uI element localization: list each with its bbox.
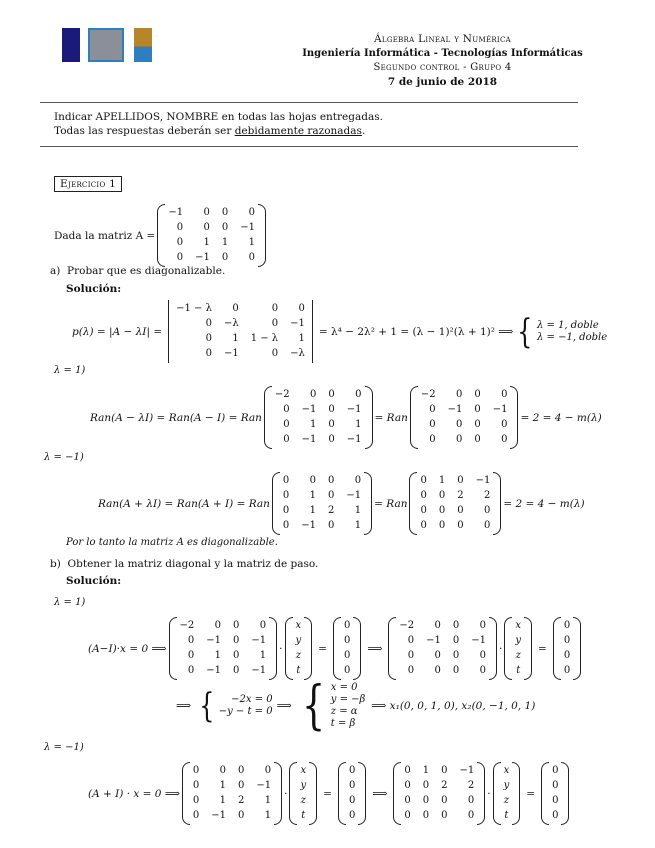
part-b-case1-label: λ = 1) xyxy=(54,597,86,608)
eigen-system-2: (A + I) · x = 0 ⟹ 0 0 0 0 0 1 0 −1 0 1 2 1 0 −1 0 1 · x y z t = 0 0 0 0 ⟹ 0 1 0 −1 0 0 2 2 0 0 0 0 0 0 0 0 · x y z t = 0 0 0 0 xyxy=(88,762,571,825)
matrix-entry: 0 xyxy=(455,434,463,445)
paren-right xyxy=(353,617,361,680)
matrix-entry: 1 xyxy=(232,333,239,344)
matrix-entry: 0 xyxy=(233,665,240,676)
matrix-entry: −1 xyxy=(447,404,463,415)
matrix-entry: 0 xyxy=(452,620,460,631)
paren-left xyxy=(388,617,396,680)
instruction-line-2: Todas las respuestas deberán ser debidamente razonadas. xyxy=(54,125,366,137)
matrix-entry: −1 xyxy=(223,348,239,359)
matrix-entry: −1 xyxy=(290,318,305,329)
vector-entry: 0 xyxy=(343,620,351,631)
matrix-entry: 0 xyxy=(238,780,245,791)
roots-brace: { xyxy=(517,311,533,352)
matrix-entry: 0 xyxy=(192,780,200,791)
matrix-entry: −1 xyxy=(195,252,210,263)
matrix-entry: 0 xyxy=(176,222,184,233)
matrix-entry: −1 xyxy=(471,635,487,646)
paren-left xyxy=(541,762,549,825)
matrix-entry: −1 xyxy=(251,665,267,676)
instructions xyxy=(54,110,383,138)
matrix-entry: 0 xyxy=(271,303,279,314)
matrix-entry: 0 xyxy=(434,665,441,676)
matrix-entry: 1 xyxy=(221,237,229,248)
matrix-entry: 0 xyxy=(441,765,448,776)
matrix-entry: −1 − λ xyxy=(176,303,212,314)
vector-entry: t xyxy=(301,810,306,821)
vector-entry: 0 xyxy=(348,765,356,776)
matrix-A xyxy=(157,204,266,267)
instruction-line-1: Indicar APELLIDOS, NOMBRE en todas las hojas entregadas. xyxy=(54,111,383,123)
matrix-entry: 0 xyxy=(501,419,508,430)
matrix-entry: 0 xyxy=(203,222,210,233)
matrix-entry: 0 xyxy=(452,665,460,676)
paren-left xyxy=(285,617,293,680)
matrix-entry: 0 xyxy=(271,318,279,329)
matrix-entry: −1 xyxy=(168,207,184,218)
eigenvector-basis: ⟹ x₁(0, 0, 1, 0), x₂(0, −1, 0, 1) xyxy=(371,700,536,712)
matrix-entry: 0 xyxy=(457,505,464,516)
degree-title: Ingeniería Informática - Tecnologías Informáticas xyxy=(302,48,583,59)
matrix-entry: 1 xyxy=(309,505,317,516)
part-b-prompt: b) Obtener la matriz diagonal y la matriz de paso. xyxy=(50,558,319,570)
paren-right xyxy=(365,386,373,449)
paren-left xyxy=(393,762,401,825)
paren-right xyxy=(510,386,518,449)
matrix-entry: 0 xyxy=(438,490,446,501)
part-a-case1-label: λ = 1) xyxy=(54,365,86,376)
matrix-entry: 0 xyxy=(309,475,317,486)
matrix-entry: 0 xyxy=(298,303,305,314)
char-polynomial: p(λ) = |A − λI| = −1 − λ 0 0 0 0 −λ 0 −1 0 1 1 − λ 1 0 −1 0 −λ = λ⁴ − 2λ² + 1 = (λ − 1)²(λ + 1)² ⟹ { λ = 1, doble λ = −1, doble xyxy=(72,300,607,363)
matrix-entry: −1 xyxy=(256,780,272,791)
matrix-entry: −λ xyxy=(223,318,239,329)
matrix-entry: 0 xyxy=(483,505,491,516)
vector-entry: 0 xyxy=(563,665,571,676)
matrix-entry: 0 xyxy=(457,475,464,486)
matrix-entry: 0 xyxy=(479,665,487,676)
paren-right xyxy=(269,617,277,680)
matrix-entry: −1 xyxy=(206,635,222,646)
matrix-entry: 0 xyxy=(434,620,441,631)
parametric-solution xyxy=(331,682,366,730)
equation-line: y = −β xyxy=(330,694,366,705)
matrix-entry: 0 xyxy=(282,490,290,501)
matrix-entry: 2 xyxy=(467,780,475,791)
part-a-case2-label: λ = −1) xyxy=(44,452,84,463)
equation-line: x = 0 xyxy=(330,682,358,693)
paren-left xyxy=(264,386,272,449)
paren-right xyxy=(477,762,485,825)
matrix-entry: −1 xyxy=(346,434,362,445)
matrix-entry: −1 xyxy=(206,665,222,676)
matrix-entry: 0 xyxy=(441,795,448,806)
vector-entry: 0 xyxy=(563,620,571,631)
matrix-entry: −1 xyxy=(475,475,491,486)
roots xyxy=(537,320,607,344)
matrix-entry: 2 xyxy=(328,505,335,516)
paren-right xyxy=(561,762,569,825)
matrix-entry: −1 xyxy=(346,490,362,501)
vector-entry: 0 xyxy=(348,810,356,821)
equation-line: λ = −1, doble xyxy=(537,331,608,343)
matrix-entry: 1 xyxy=(219,780,226,791)
matrix-entry: 1 xyxy=(422,765,430,776)
matrix-entry: 1 xyxy=(354,520,362,531)
matrix-entry: 0 xyxy=(479,650,487,661)
matrix-entry: 0 xyxy=(420,490,427,501)
matrix-entry: 0 xyxy=(474,404,481,415)
matrix-entry: 0 xyxy=(282,475,290,486)
matrix-entry: 0 xyxy=(328,389,335,400)
matrix-entry: 0 xyxy=(219,765,226,776)
matrix-entry: 0 xyxy=(420,505,427,516)
paren-right xyxy=(364,472,372,535)
part-a-conclusion: Por lo tanto la matriz A es diagonalizable. xyxy=(66,537,278,548)
matrix-entry: 0 xyxy=(328,490,335,501)
matrix-entry: 1 xyxy=(214,650,222,661)
matrix-entry: 0 xyxy=(176,252,184,263)
paren-right xyxy=(274,762,282,825)
matrix-entry: 0 xyxy=(282,520,290,531)
matrix-entry: 0 xyxy=(420,475,427,486)
matrix-entry: 0 xyxy=(264,765,272,776)
matrix-entry: −1 xyxy=(459,765,475,776)
paren-left xyxy=(409,472,417,535)
matrix-entry: 0 xyxy=(283,434,290,445)
part-a-solution-label: Solución: xyxy=(66,283,122,295)
matrix-entry: −2 xyxy=(420,389,436,400)
part-b-case2-label: λ = −1) xyxy=(44,742,84,753)
divider-bottom xyxy=(40,146,578,147)
matrix-entry: 0 xyxy=(221,222,229,233)
matrix-entry: 0 xyxy=(455,389,463,400)
matrix-entry: 0 xyxy=(328,404,335,415)
vector-entry: 0 xyxy=(343,650,351,661)
matrix-entry: 0 xyxy=(205,333,212,344)
university-logo xyxy=(62,28,80,62)
matrix-entry: 0 xyxy=(238,810,245,821)
vector-entry: t xyxy=(296,665,301,676)
faculty-logo xyxy=(134,28,152,62)
exam-date: 7 de junio de 2018 xyxy=(387,76,498,88)
vector-entry: 0 xyxy=(563,650,571,661)
matrix-entry: 0 xyxy=(259,620,267,631)
matrix-entry: 1 xyxy=(264,795,272,806)
matrix-entry: −2 xyxy=(179,620,195,631)
vector-entry: z xyxy=(300,795,306,806)
reduced-system xyxy=(219,694,273,718)
vector-entry: y xyxy=(295,635,302,646)
part-b-solution-label: Solución: xyxy=(66,575,122,587)
matrix-entry: 0 xyxy=(404,765,411,776)
matrix-entry: 0 xyxy=(455,419,463,430)
matrix-entry: 1 xyxy=(298,333,305,344)
matrix-entry: 1 xyxy=(438,475,446,486)
matrix-entry: −2 xyxy=(399,620,415,631)
matrix-entry: 0 xyxy=(214,620,222,631)
matrix-entry: 0 xyxy=(429,404,436,415)
matrix-entry: 0 xyxy=(501,434,508,445)
matrix-entry: 0 xyxy=(232,303,239,314)
paren-left xyxy=(493,762,501,825)
matrix-entry: 0 xyxy=(248,207,255,218)
exercise-title: Ejercicio 1 xyxy=(54,176,122,192)
header xyxy=(300,33,585,88)
matrix-entry: 0 xyxy=(328,434,335,445)
matrix-entry: 0 xyxy=(310,389,317,400)
matrix-entry: 0 xyxy=(407,665,415,676)
paren-left xyxy=(169,617,177,680)
matrix-entry: 0 xyxy=(404,780,411,791)
paren-right xyxy=(309,762,317,825)
matrix-entry: 0 xyxy=(404,810,411,821)
matrix-entry: 2 xyxy=(457,490,464,501)
matrix-entry: 0 xyxy=(187,665,195,676)
matrix-entry: 0 xyxy=(203,207,210,218)
matrix-entry: 0 xyxy=(438,505,446,516)
vector-entry: 0 xyxy=(343,635,351,646)
matrix-entry: 0 xyxy=(328,475,335,486)
paren-right xyxy=(258,204,266,267)
equation-line: −2x = 0 xyxy=(231,694,273,705)
matrix-entry: 1 xyxy=(264,810,272,821)
matrix-entry: 0 xyxy=(187,635,195,646)
matrix-entry: 0 xyxy=(422,780,430,791)
matrix-entry: 1 xyxy=(354,505,362,516)
matrix-entry: 0 xyxy=(441,810,448,821)
matrix-entry: 0 xyxy=(474,434,481,445)
vector-entry: y xyxy=(503,780,510,791)
matrix-entry: 0 xyxy=(192,810,200,821)
matrix-entry: −1 xyxy=(346,404,362,415)
matrix-entry: 0 xyxy=(438,520,446,531)
paren-right xyxy=(524,617,532,680)
paren-left xyxy=(272,472,280,535)
matrix-entry: 0 xyxy=(467,795,475,806)
matrix-entry: 0 xyxy=(283,404,290,415)
det-bar-right xyxy=(312,300,313,363)
matrix-entry: 1 xyxy=(203,237,210,248)
matrix-entry: 2 xyxy=(483,490,491,501)
paren-right xyxy=(304,617,312,680)
vector-entry: 0 xyxy=(343,665,351,676)
matrix-entry: 0 xyxy=(221,252,229,263)
matrix-entry: −1 xyxy=(301,520,317,531)
matrix-entry: 0 xyxy=(233,635,240,646)
matrix-entry: 0 xyxy=(474,419,481,430)
paren-left xyxy=(504,617,512,680)
paren-left xyxy=(410,386,418,449)
matrix-entry: 0 xyxy=(452,635,460,646)
eigen-solution-1: ⟹ { −2x = 0 −y − t = 0 ⟹ { x = 0 y = −β z = α t = β ⟹ x₁(0, 0, 1, 0), x₂(0, −1, 0, 1) xyxy=(176,676,536,736)
matrix-entry: 0 xyxy=(192,765,200,776)
rank-case2: Ran(A + λI) = Ran(A + I) = Ran 0 0 0 0 0 1 0 −1 0 1 2 1 0 −1 0 1 = Ran 0 1 0 −1 0 0 2 2 0 0 0 0 0 0 0 0 = 2 = 4 − m(λ) xyxy=(98,472,585,535)
matrix-entry: 0 xyxy=(176,237,184,248)
matrix-entry: 0 xyxy=(205,348,212,359)
vector-entry: y xyxy=(515,635,522,646)
matrix-entry: −1 xyxy=(426,635,441,646)
vector-entry: z xyxy=(503,795,510,806)
matrix-entry: 1 xyxy=(219,795,226,806)
matrix-entry: −1 xyxy=(301,434,317,445)
vector-entry: 0 xyxy=(563,635,571,646)
matrix-entry: 0 xyxy=(434,650,441,661)
matrix-entry: 0 xyxy=(407,635,415,646)
rank-case1: Ran(A − λI) = Ran(A − I) = Ran −2 0 0 0 0 −1 0 −1 0 1 0 1 0 −1 0 −1 = Ran −2 0 0 0 0 −1 0 −1 0 0 0 0 0 0 0 0 = 2 = 4 − m(λ) xyxy=(90,386,602,449)
matrix-entry: 0 xyxy=(355,389,362,400)
matrix-entry: 0 xyxy=(457,520,464,531)
divider-top xyxy=(40,102,578,103)
matrix-entry: 0 xyxy=(422,795,430,806)
matrix-entry: 0 xyxy=(407,650,415,661)
matrix-entry: 0 xyxy=(328,520,335,531)
matrix-entry: 1 xyxy=(310,419,317,430)
matrix-entry: 0 xyxy=(452,650,460,661)
matrix-entry: 2 xyxy=(238,795,245,806)
matrix-entry: 0 xyxy=(233,620,240,631)
matrix-entry: −1 xyxy=(240,222,255,233)
matrix-entry: 0 xyxy=(328,419,335,430)
matrix-entry: 0 xyxy=(248,252,255,263)
vector-entry: y xyxy=(300,780,307,791)
matrix-entry: −λ xyxy=(290,348,305,359)
paren-right xyxy=(512,762,520,825)
paren-left xyxy=(182,762,190,825)
matrix-entry: 1 xyxy=(309,490,317,501)
vector-entry: 0 xyxy=(552,765,559,776)
vector-entry: 0 xyxy=(552,795,559,806)
matrix-entry: 0 xyxy=(420,520,427,531)
matrix-entry: 0 xyxy=(221,207,229,218)
matrix-entry: 1 xyxy=(259,650,267,661)
vector-entry: z xyxy=(295,650,301,661)
matrix-entry: 0 xyxy=(238,765,245,776)
paren-left xyxy=(553,617,561,680)
vector-entry: 0 xyxy=(348,780,356,791)
paren-right xyxy=(493,472,501,535)
vector-entry: 0 xyxy=(552,810,559,821)
matrix-entry: −2 xyxy=(274,389,290,400)
paren-left xyxy=(157,204,165,267)
matrix-entry: 0 xyxy=(483,520,491,531)
paren-right xyxy=(489,617,497,680)
vector-entry: x xyxy=(515,620,522,631)
matrix-entry: 1 xyxy=(248,237,255,248)
course-title: Álgebra Lineal y Numérica xyxy=(373,33,512,45)
vector-entry: t xyxy=(504,810,509,821)
equation-line: −y − t = 0 xyxy=(218,706,273,717)
part-a-prompt: a) Probar que es diagonalizable. xyxy=(50,265,226,277)
vector-entry: t xyxy=(516,665,521,676)
matrix-entry: 1 − λ xyxy=(250,333,279,344)
matrix-entry: 0 xyxy=(282,505,290,516)
matrix-definition: Dada la matriz A = −1 0 0 0 0 0 0 −1 0 1 1 1 0 −1 0 0 xyxy=(54,204,268,267)
paren-left xyxy=(289,762,297,825)
exam-title: Segundo control - Grupo 4 xyxy=(373,62,512,73)
department-logo xyxy=(88,28,124,62)
matrix-entry: 0 xyxy=(271,348,279,359)
matrix-entry: 0 xyxy=(474,389,481,400)
matrix-entry: 1 xyxy=(355,419,362,430)
eigen-system-1: (A−I)·x = 0 ⟹ −2 0 0 0 0 −1 0 −1 0 1 0 1 0 −1 0 −1 · x y z t = 0 0 0 0 ⟹ −2 0 0 0 0 −1 0 −1 0 0 0 0 0 0 0 0 · x y z t = 0 0 0 0 xyxy=(88,617,583,680)
matrix-entry: 0 xyxy=(501,389,508,400)
equation-line: z = α xyxy=(330,706,358,717)
matrix-entry: −1 xyxy=(492,404,508,415)
equation-line: λ = 1, doble xyxy=(537,319,599,331)
vector-entry: x xyxy=(503,765,510,776)
vector-entry: z xyxy=(515,650,521,661)
matrix-entry: 0 xyxy=(429,434,436,445)
matrix-entry: −1 xyxy=(301,404,317,415)
matrix-entry: 0 xyxy=(283,419,290,430)
matrix-entry: 0 xyxy=(422,810,430,821)
det-bar-left xyxy=(168,300,169,363)
paren-right xyxy=(358,762,366,825)
equation-line: t = β xyxy=(330,718,356,729)
paren-left xyxy=(338,762,346,825)
matrix-entry: −1 xyxy=(251,635,267,646)
matrix-entry: −1 xyxy=(211,810,226,821)
matrix-entry: 0 xyxy=(429,419,436,430)
matrix-entry: 0 xyxy=(187,650,195,661)
matrix-entry: 0 xyxy=(479,620,487,631)
matrix-entry: 0 xyxy=(404,795,411,806)
det-matrix xyxy=(164,300,317,363)
matrix-entry: 2 xyxy=(441,780,448,791)
matrix-entry: 0 xyxy=(233,650,240,661)
matrix-entry: 0 xyxy=(205,318,212,329)
vector-entry: x xyxy=(295,620,302,631)
paren-left xyxy=(333,617,341,680)
paren-right xyxy=(573,617,581,680)
vector-entry: 0 xyxy=(552,780,559,791)
vector-entry: x xyxy=(300,765,307,776)
vector-entry: 0 xyxy=(348,795,356,806)
matrix-entry: 0 xyxy=(192,795,200,806)
matrix-entry: 0 xyxy=(467,810,475,821)
matrix-entry: 0 xyxy=(354,475,362,486)
